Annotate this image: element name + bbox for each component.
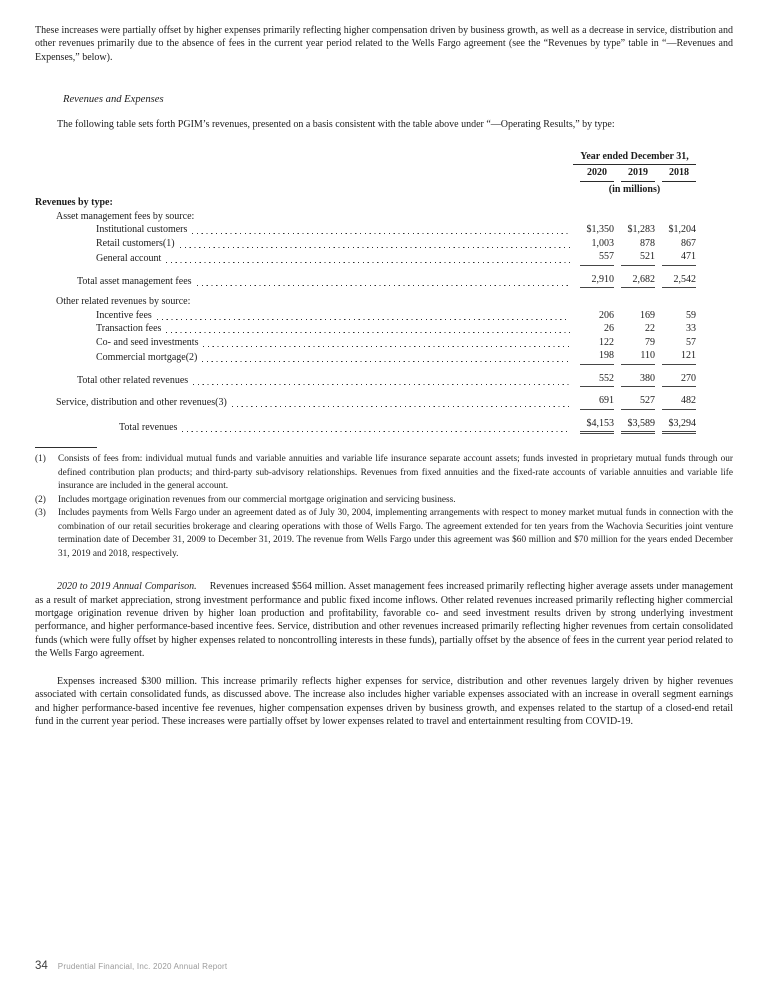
- table-row: [35, 394, 733, 410]
- dot-leader: [157, 319, 570, 320]
- value-2018: $1,204: [668, 224, 696, 236]
- dot-leader: [180, 247, 570, 248]
- year-column-2018: 2018: [662, 166, 696, 181]
- value-2019: 380: [621, 372, 655, 388]
- value-2019: 169: [640, 309, 655, 321]
- value-2019: $1,283: [627, 224, 655, 236]
- value-2018: 121: [662, 349, 696, 365]
- footer-label: Prudential Financial, Inc. 2020 Annual Report: [57, 962, 228, 971]
- value-2018: 867: [681, 237, 696, 249]
- row-label: Other related revenues by source:: [56, 296, 191, 308]
- value-2019: 2,682: [621, 273, 655, 289]
- value-2020: 691: [580, 394, 614, 410]
- dot-leader: [166, 332, 570, 333]
- footnote-marker: (3): [35, 508, 46, 519]
- footnote-separator: [35, 447, 97, 448]
- table-row-total: [35, 273, 733, 289]
- row-label: Total other related revenues: [77, 374, 189, 386]
- dot-leader: [193, 384, 570, 385]
- value-2018: 57: [686, 336, 696, 348]
- value-2018: 270: [662, 372, 696, 388]
- footnote-text: Includes mortgage origination revenues from our commercial mortgage origination and servicing business.: [58, 494, 456, 505]
- value-2020: 552: [580, 372, 614, 388]
- footnote-marker: (2): [35, 494, 46, 505]
- dot-leader: [203, 346, 570, 347]
- row-label: Commercial mortgage(2): [96, 352, 198, 364]
- table-row: [35, 295, 733, 309]
- row-label: Transaction fees: [96, 323, 162, 335]
- row-label: Incentive fees: [96, 309, 152, 321]
- dot-leader: [197, 285, 570, 286]
- row-label: Retail customers(1): [96, 237, 175, 249]
- value-2019: $3,589: [621, 417, 655, 435]
- value-2019: 527: [621, 394, 655, 410]
- dot-leader: [192, 233, 570, 234]
- value-2020: 1,003: [591, 237, 614, 249]
- footnote-marker: (1): [35, 454, 46, 465]
- expenses-paragraph: Expenses increased $300 million. This increase primarily reflects higher expenses for service, distribution and other revenues largely driven by higher revenues associated with certain consolidated funds, as discussed above. The increase also includes higher variable expenses associated with an increase in overall segment earnings and higher performance-based incentive fee revenues, higher compensation expenses driven by business growth, and expenses related to the startup of a closed-end retail fund in the current year period. These increases were partially offset by lower expenses related to travel and entertainment resulting from COVID-19.: [35, 675, 733, 727]
- value-2018: 59: [686, 309, 696, 321]
- footnote-3: [35, 507, 733, 561]
- comparison-text: Revenues increased $564 million. Asset management fees increased primarily reflecting higher average assets under management as a result of market appreciation, strong investment performance and public fixed income inflows. Other related revenues increased primarily reflecting higher commercial mortgage origination revenue driven by higher loan production and profitability, favorable co- and seed investment results driven by strong underlying investment performance, and higher performance-based incentive fees. Service, distribution and other revenues increased primarily reflecting higher revenues from certain consolidated funds (which were fully offset by higher expenses related to noncontrolling interests in these funds), partially offset by the absence of fees in the current year period related to the Wells Fargo agreement.: [35, 581, 734, 660]
- table-row: [35, 250, 733, 266]
- page-content: [35, 24, 733, 728]
- value-2018: 482: [662, 394, 696, 410]
- value-2020: 122: [599, 336, 614, 348]
- lead-paragraph: The following table sets forth PGIM’s revenues, presented on a basis consistent with the table above under “—Operating Results,” by type:: [57, 118, 615, 130]
- value-2018: $3,294: [662, 417, 696, 435]
- value-2018: 33: [686, 323, 696, 335]
- value-2020: 2,910: [580, 273, 614, 289]
- row-label: Service, distribution and other revenues(3): [56, 397, 227, 409]
- section-heading: Revenues and Expenses: [63, 94, 164, 106]
- table-row: [35, 322, 733, 336]
- intro-paragraph: These increases were partially offset by higher expenses primarily reflecting higher compensation driven by business growth, as well as a decrease in service, distribution and other revenues primarily due to the absence of fees in the current year period related to the Wells Fargo agreement (see the “Revenues by type” table in “—Revenues and Expenses,” below).: [35, 25, 733, 63]
- revenues-by-type-table: [35, 150, 733, 434]
- period-header: Year ended December 31,: [573, 150, 696, 165]
- year-columns: [573, 166, 696, 181]
- table-row: [35, 336, 733, 350]
- page-number: 34: [35, 960, 48, 972]
- value-2020: $1,350: [586, 224, 614, 236]
- table-row-grand-total: [35, 417, 733, 435]
- value-2020: 206: [599, 309, 614, 321]
- year-column-2019: 2019: [621, 166, 655, 181]
- table-row: [35, 210, 733, 224]
- value-2019: 521: [621, 250, 655, 266]
- footnotes: [35, 453, 733, 561]
- value-2020: 198: [580, 349, 614, 365]
- table-header-block: [573, 150, 696, 196]
- table-row-total: [35, 372, 733, 388]
- value-2020: $4,153: [580, 417, 614, 435]
- dot-leader: [232, 406, 570, 407]
- row-label: Revenues by type:: [35, 197, 113, 209]
- comparison-label: 2020 to 2019 Annual Comparison.: [57, 581, 197, 593]
- value-2019: 22: [645, 323, 655, 335]
- value-2020: 26: [604, 323, 614, 335]
- value-2018: 471: [662, 250, 696, 266]
- footnote-text: Includes payments from Wells Fargo under an agreement dated as of July 30, 2004, implementing arrangements with respect to money market mutual funds in connection with the combination of our retail securities brokerage and clearing operations with those of Wells Fargo. The agreement extended for ten years from the Wachovia Securities joint venture termination date of December 31, 2009 to December 31, 2019. The revenue from Wells Fargo under this agreement was $60 million and $70 million for the years ended December 31, 2019 and 2018, respectively.: [58, 508, 733, 559]
- table-row: [35, 237, 733, 251]
- dot-leader: [202, 361, 570, 362]
- table-header: [35, 150, 733, 196]
- value-2019: 79: [645, 336, 655, 348]
- row-label: General account: [96, 253, 162, 265]
- table-row: [35, 223, 733, 237]
- footnote-1: [35, 453, 733, 494]
- footnote-2: [35, 494, 733, 508]
- value-2019: 110: [621, 349, 655, 365]
- row-label: Co- and seed investments: [96, 336, 199, 348]
- value-2020: 557: [580, 250, 614, 266]
- dot-leader: [182, 431, 570, 432]
- year-column-2020: 2020: [580, 166, 614, 181]
- row-label: Total revenues: [119, 421, 178, 433]
- footnote-text: Consists of fees from: individual mutual funds and variable annuities and variable life insurance separate account assets; funds invested in proprietary mutual funds through our defined contribution plan products; and third-party sub-advisory relationships. Revenues from fixed annuities and the fixed-rate accounts of variable annuities and variable life insurance are included in the general account.: [58, 454, 733, 492]
- comparison-paragraph: [35, 580, 733, 660]
- value-2018: 2,542: [662, 273, 696, 289]
- units-note: (in millions): [608, 183, 661, 195]
- dot-leader: [166, 262, 570, 263]
- page-footer: [35, 960, 227, 973]
- row-label: Total asset management fees: [77, 275, 192, 287]
- table-row: [35, 349, 733, 365]
- table-row: [35, 309, 733, 323]
- row-label: Asset management fees by source:: [56, 210, 195, 222]
- value-2019: 878: [640, 237, 655, 249]
- row-label: Institutional customers: [96, 224, 188, 236]
- table-row: [35, 196, 733, 210]
